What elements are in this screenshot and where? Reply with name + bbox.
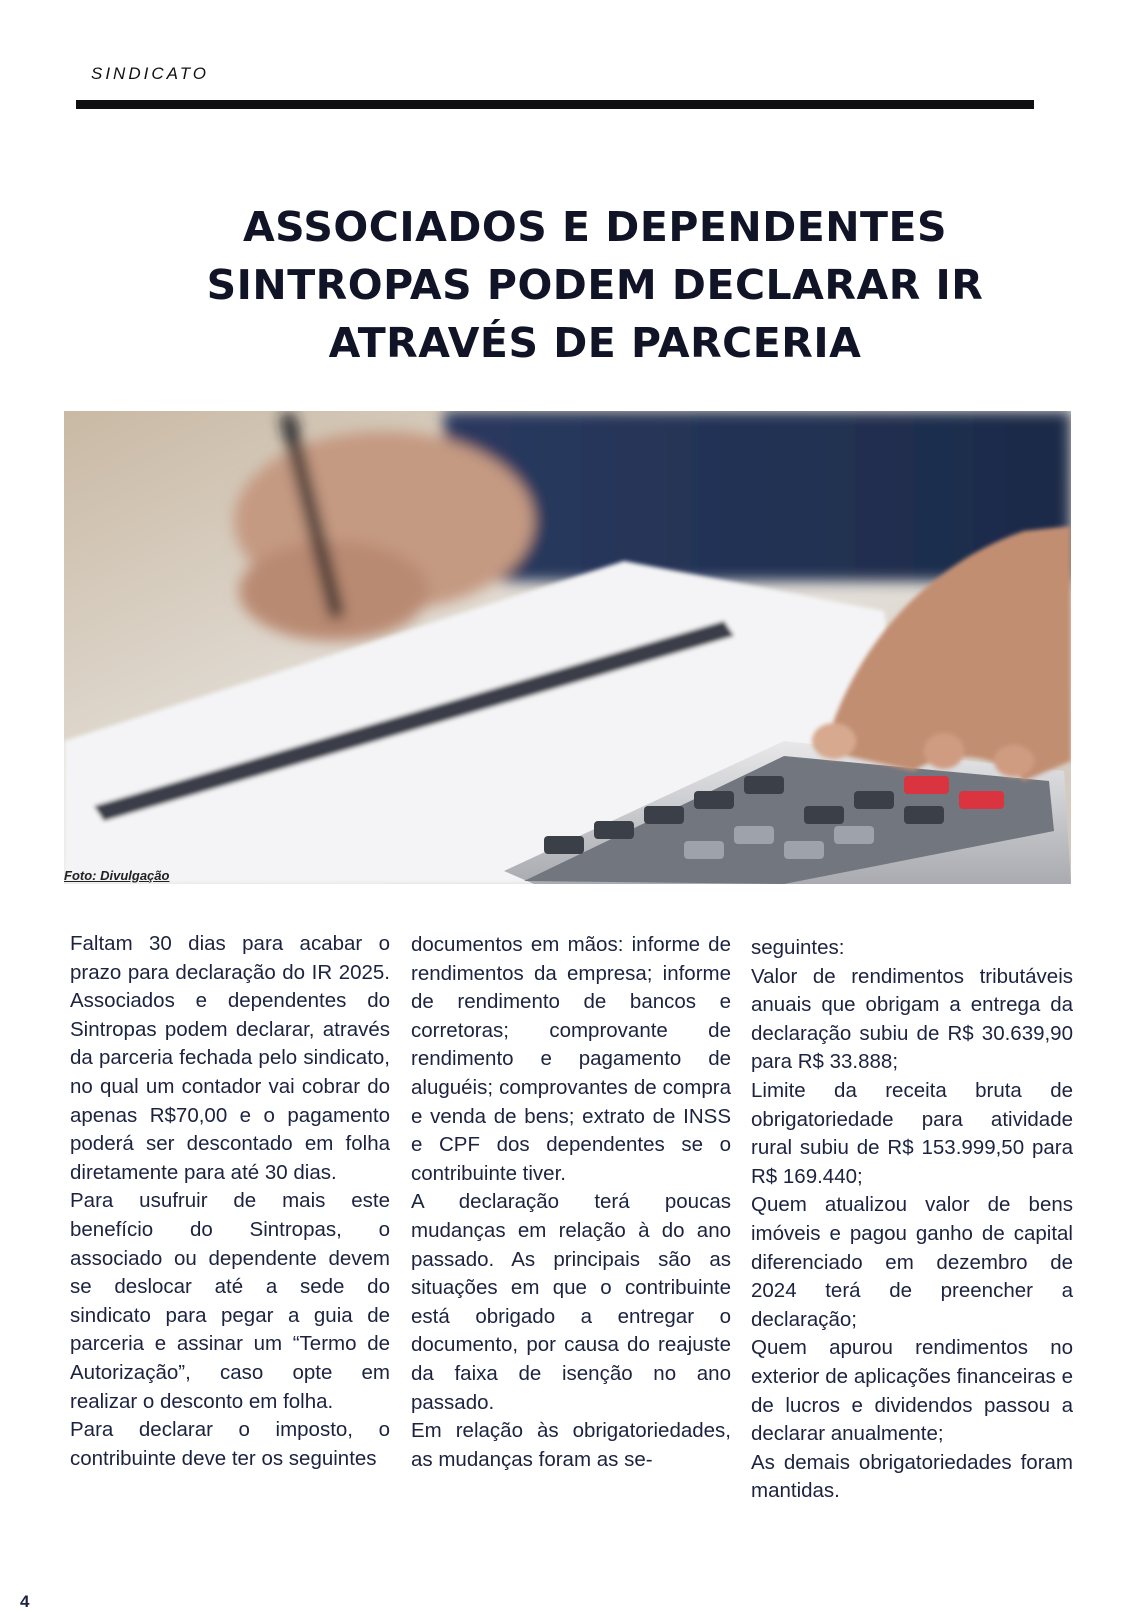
photo-illustration bbox=[64, 411, 1071, 884]
article-column-2 bbox=[411, 931, 731, 1474]
article-headline bbox=[150, 198, 1040, 372]
list-item: Valor de rendimentos tributáveis anuais que obrigam a entrega da declaração subiu de R$ 30.639,90 para R$ 33.888; bbox=[751, 964, 1073, 1074]
paragraph: A declaração terá poucas mudanças em relação à do ano passado. As principais são as situações em que o contribuinte está obrigado a entregar o documento, por causa do reajuste da faixa de isenção no ano passado. bbox=[411, 1190, 731, 1414]
headline-line: SINTROPAS PODEM DECLARAR IR bbox=[206, 261, 984, 309]
paragraph: Faltam 30 dias para acabar o prazo para declaração do IR 2025. Associados e dependentes do Sintropas podem declarar, através da parceria fechada pelo sindicato, no qual um contador vai cobrar do apenas R$70,00 e o pagamento poderá ser descontado em folha diretamente para até 30 dias. bbox=[70, 932, 390, 1184]
list-item: As demais obrigatoriedades foram mantidas. bbox=[751, 1450, 1073, 1503]
article-column-3 bbox=[751, 934, 1073, 1506]
list-item: Quem apurou rendimentos no exterior de aplicações financeiras e de lucros e dividendos passou a declarar anualmente; bbox=[751, 1336, 1073, 1446]
paragraph: seguintes: bbox=[751, 936, 845, 959]
headline-line: ASSOCIADOS E DEPENDENTES bbox=[242, 203, 948, 251]
section-label: SINDICATO bbox=[91, 64, 209, 83]
photo-credit: Foto: Divulgação bbox=[64, 868, 170, 883]
article-photo bbox=[64, 411, 1071, 884]
header-rule bbox=[76, 100, 1034, 109]
headline-line: ATRAVÉS DE PARCERIA bbox=[328, 319, 862, 367]
paragraph: documentos em mãos: informe de rendimentos da empresa; informe de rendimento de bancos e corretoras; comprovante de rendimento e pagamento de aluguéis; comprovantes de compra e venda de bens; extrato de INSS e CPF dos dependentes se o contribuinte tiver. bbox=[411, 933, 731, 1185]
list-item: Quem atualizou valor de bens imóveis e pagou ganho de capital diferenciado em dezembro de 2024 terá de preencher a declaração; bbox=[751, 1193, 1073, 1331]
paragraph: Em relação às obrigatoriedades, as mudanças foram as se- bbox=[411, 1419, 731, 1471]
page-number: 4 bbox=[20, 1592, 30, 1611]
paragraph: Para declarar o imposto, o contribuinte deve ter os seguintes bbox=[70, 1418, 390, 1470]
list-item: Limite da receita bruta de obrigatoriedade para atividade rural subiu de R$ 153.999,50 para R$ 169.440; bbox=[751, 1078, 1073, 1188]
paragraph: Para usufruir de mais este benefício do Sintropas, o associado ou dependente devem se deslocar até a sede do sindicato para pegar a guia de parceria e assinar um “Termo de Autorização”, caso opte em realizar o desconto em folha. bbox=[70, 1189, 390, 1413]
article-column-1 bbox=[70, 930, 390, 1473]
